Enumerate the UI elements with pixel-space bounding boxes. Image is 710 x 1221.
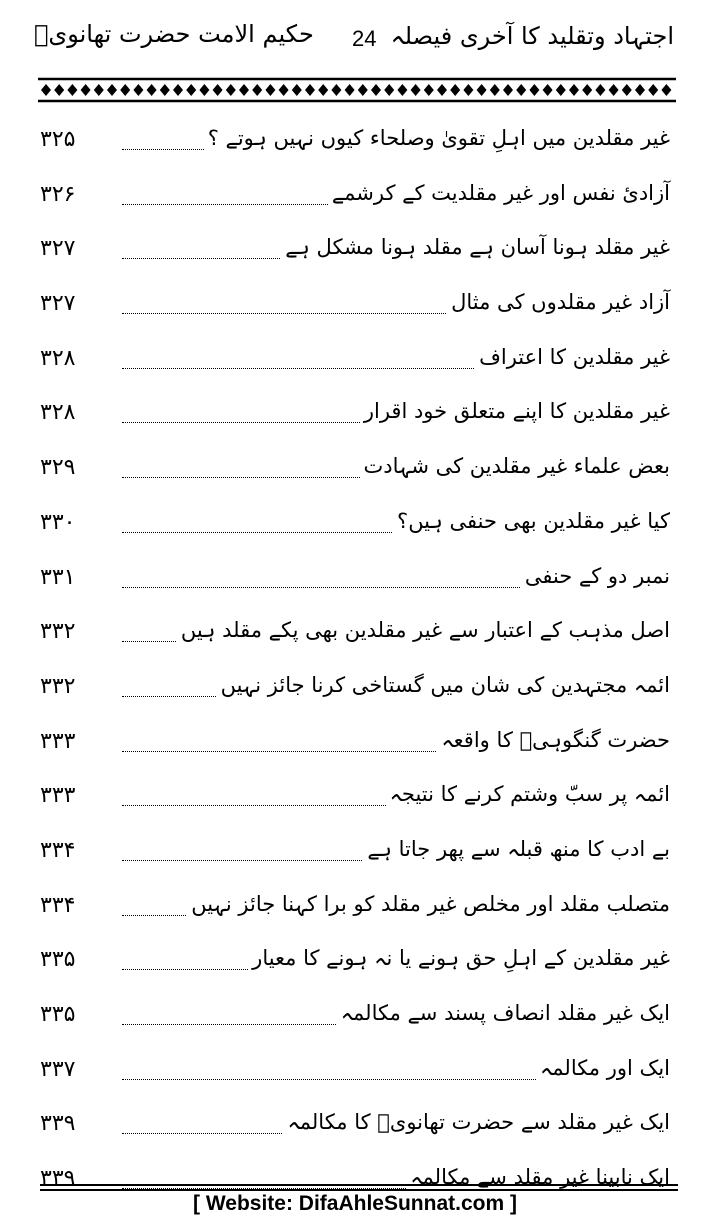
ornament-diamond	[213, 84, 223, 96]
ornament-diamond	[609, 84, 619, 96]
toc-entry-page: ۳۲۸	[40, 400, 76, 426]
ornament-diamond	[226, 84, 236, 96]
ornament-diamond	[199, 84, 209, 96]
ornament-diamond	[345, 84, 355, 96]
ornament-diamond	[582, 84, 592, 96]
ornament-diamond	[318, 84, 328, 96]
toc-entry	[40, 1046, 670, 1101]
ornament-diamond	[331, 84, 341, 96]
ornament-diamond	[186, 84, 196, 96]
ornament-diamond	[384, 84, 394, 96]
toc-entry-title: غیر مقلدین کے اہلِ حق ہونے یا نہ ہونے کا معیار	[248, 944, 670, 972]
ornament-diamond	[107, 84, 117, 96]
toc-entry-title: ایک اور مکالمہ	[536, 1054, 670, 1082]
ornament-diamond	[569, 84, 579, 96]
toc-entry-title: ایک غیر مقلد انصاف پسند سے مکالمہ	[337, 999, 670, 1027]
ornament-diamond	[239, 84, 249, 96]
ornament-diamond	[120, 84, 130, 96]
toc-entry-title: متصلب مقلد اور مخلص غیر مقلد کو برا کہنا جائز نہیں	[187, 890, 670, 918]
toc-entry	[40, 389, 670, 444]
toc-entry	[40, 882, 670, 937]
toc-entry	[40, 827, 670, 882]
toc-entry	[40, 608, 670, 663]
toc-entry	[40, 991, 670, 1046]
toc-entry	[40, 116, 670, 171]
website-footer: [ Website: DifaAhleSunnat.com ]	[193, 1192, 517, 1215]
ornament-diamond	[358, 84, 368, 96]
ornament-diamond	[424, 84, 434, 96]
toc-entry-title: بے ادب کا منھ قبلہ سے پھر جاتا ہے	[363, 835, 670, 863]
toc-entry	[40, 171, 670, 226]
toc-entry	[40, 280, 670, 335]
toc-entry-page: ۳۳۹	[40, 1166, 76, 1192]
ornament-diamond	[635, 84, 645, 96]
ornament-diamond	[252, 84, 262, 96]
ornament-diamond	[41, 84, 51, 96]
toc-entry-page: ۳۳۳	[40, 783, 76, 809]
ornament-diamond	[133, 84, 143, 96]
toc-entry-title: آزادیٔ نفس اور غیر مقلدیت کے کرشمے	[328, 179, 670, 207]
ornament-diamond	[543, 84, 553, 96]
toc-entry	[40, 663, 670, 718]
toc-entry-page: ۳۲۷	[40, 236, 76, 262]
page-number: 24	[352, 26, 377, 51]
toc-entry-page: ۳۲۸	[40, 345, 76, 371]
toc-entry-title: غیر مقلدین کا اعتراف	[475, 343, 670, 371]
ornament-diamond	[463, 84, 473, 96]
ornament-diamond	[648, 84, 658, 96]
ornament-diamond	[265, 84, 275, 96]
toc-entry-page: ۳۳۳	[40, 728, 76, 754]
toc-entry-page: ۳۳۴	[40, 892, 76, 918]
toc-entry-title: ائمہ پر سبّ وشتم کرنے کا نتیجہ	[386, 780, 670, 808]
toc-entry-page: ۳۳۲	[40, 673, 76, 699]
toc-entry-page: ۳۳۵	[40, 947, 76, 973]
toc-entry-title: آزاد غیر مقلدوں کی مثال	[447, 288, 670, 316]
ornament-diamond	[279, 84, 289, 96]
toc-entry-page: ۳۳۲	[40, 619, 76, 645]
toc-entry-title: بعض علماء غیر مقلدین کی شہادت	[360, 452, 670, 480]
toc-entry-title: ایک غیر مقلد سے حضرت تھانویؒ کا مکالمہ	[283, 1108, 670, 1136]
ornament-diamond	[397, 84, 407, 96]
toc-entry	[40, 335, 670, 390]
ornament-diamond	[490, 84, 500, 96]
toc-entry-page: ۳۲۶	[40, 181, 76, 207]
toc-entry-title: غیر مقلد ہونا آسان ہے مقلد ہونا مشکل ہے	[281, 233, 670, 261]
author-title: حکیم الامت حضرت تھانویؒ	[34, 20, 314, 48]
ornament-diamond	[450, 84, 460, 96]
ornament-diamond	[67, 84, 77, 96]
toc-entry-title: اصل مذہب کے اعتبار سے غیر مقلدین بھی پکے مقلد ہیں	[177, 616, 670, 644]
toc-entry-title: ایک نابینا غیر مقلد سے مکالمہ	[406, 1163, 670, 1191]
ornament-diamond	[81, 84, 91, 96]
ornament-diamond	[503, 84, 513, 96]
toc-entry	[40, 499, 670, 554]
toc-entry-title: غیر مقلدین کا اپنے متعلق خود اقرار	[360, 397, 670, 425]
toc-entry-page: ۳۳۴	[40, 837, 76, 863]
toc-entry-page: ۳۲۹	[40, 455, 76, 481]
ornament-diamond	[160, 84, 170, 96]
toc-entry-page: ۳۳۷	[40, 1056, 76, 1082]
ornament-diamond	[477, 84, 487, 96]
ornament-diamond	[516, 84, 526, 96]
ornament-diamond	[173, 84, 183, 96]
toc-entry-title: حضرت گنگوہیؒ کا واقعہ	[437, 726, 670, 754]
ornament-diamond	[305, 84, 315, 96]
ornament-diamond	[371, 84, 381, 96]
ornament-diamond	[292, 84, 302, 96]
toc-entry-title: ائمہ مجتہدین کی شان میں گستاخی کرنا جائز نہیں	[217, 671, 670, 699]
toc-entry-title: کیا غیر مقلدین بھی حنفی ہیں؟	[393, 507, 670, 535]
book-title: اجتہاد وتقلید کا آخری فیصلہ	[390, 22, 674, 50]
toc-entry	[40, 718, 670, 773]
toc-entry-title: غیر مقلدین میں اہلِ تقویٰ وصلحاء کیوں نہیں ہوتے ؟	[204, 124, 670, 152]
toc-entry-page: ۳۳۰	[40, 509, 76, 535]
toc-entry	[40, 1100, 670, 1155]
toc-entry-page: ۳۳۹	[40, 1111, 76, 1137]
toc-entry	[40, 772, 670, 827]
table-of-contents	[40, 116, 670, 1210]
toc-entry-page: ۳۳۱	[40, 564, 76, 590]
ornament-diamond	[595, 84, 605, 96]
toc-entry-title: نمبر دو کے حنفی	[521, 562, 670, 590]
ornament-diamond	[411, 84, 421, 96]
ornament-diamond	[437, 84, 447, 96]
header-ornament-divider	[38, 76, 676, 104]
toc-entry	[40, 936, 670, 991]
ornament-diamond	[661, 84, 671, 96]
ornament-diamond	[94, 84, 104, 96]
ornament-diamond	[556, 84, 566, 96]
toc-entry	[40, 554, 670, 609]
ornament-diamond	[622, 84, 632, 96]
toc-entry	[40, 225, 670, 280]
toc-entry-page: ۳۲۷	[40, 291, 76, 317]
ornament-diamond	[147, 84, 157, 96]
ornament-diamond	[529, 84, 539, 96]
ornament-diamond	[54, 84, 64, 96]
toc-entry	[40, 444, 670, 499]
toc-entry-page: ۳۳۵	[40, 1002, 76, 1027]
toc-entry-page: ۳۲۵	[40, 127, 76, 152]
page-header	[0, 0, 710, 70]
